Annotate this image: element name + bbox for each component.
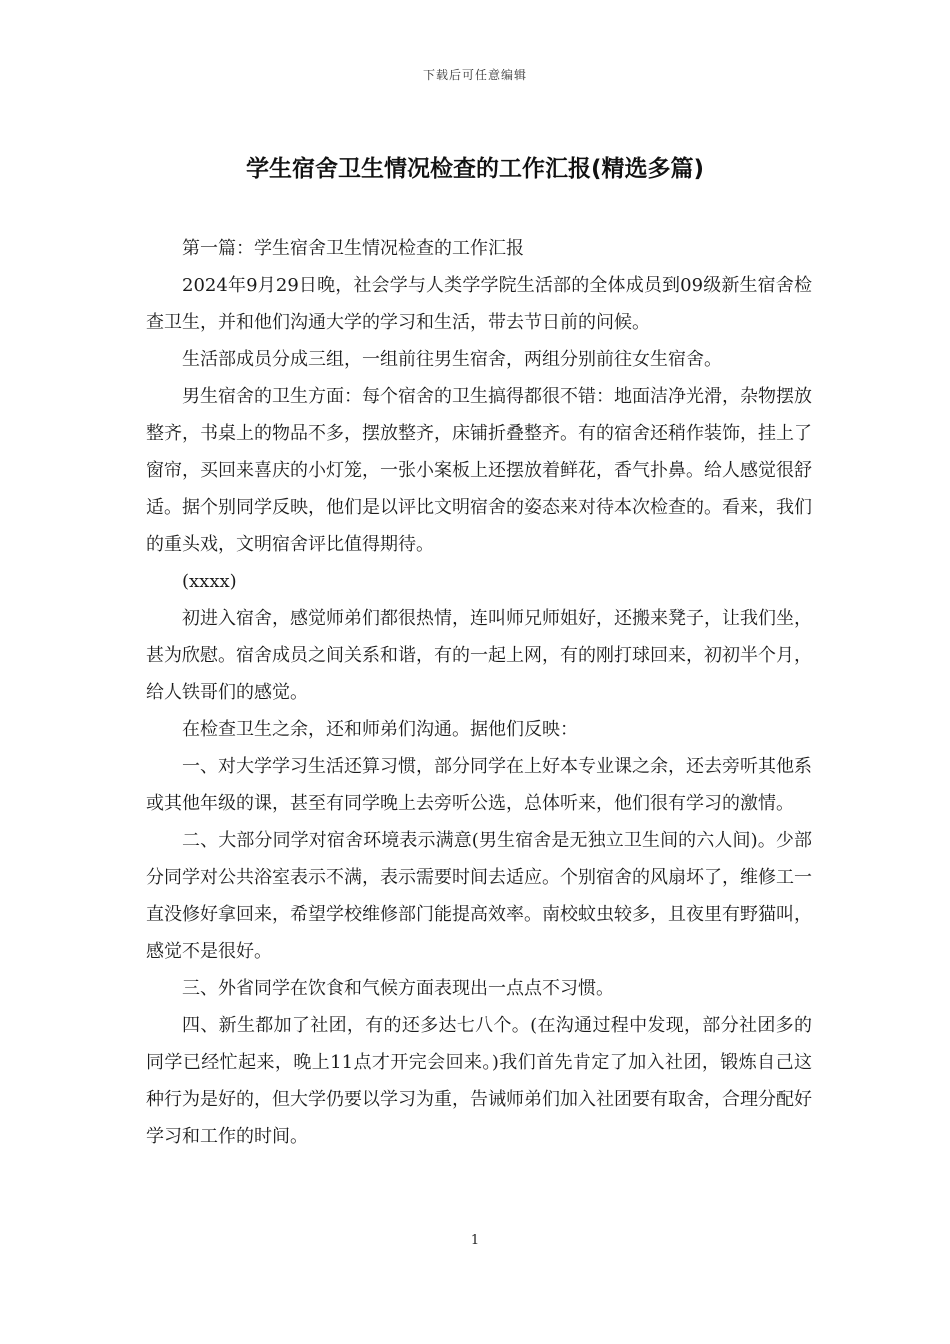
paragraph: 2024年9月29日晚，社会学与人类学学院生活部的全体成员到09级新生宿舍检查卫生，并和他们沟通大学的学习和生活，带去节日前的问候。 [146,275,812,333]
paragraph-section-heading: 第一篇：学生宿舍卫生情况检查的工作汇报 [182,238,524,259]
paragraph: 二、大部分同学对宿舍环境表示满意(男生宿舍是无独立卫生间的六人间)。少部分同学对公共浴室表示不满，表示需要时间去适应。个别宿舍的风扇坏了，维修工一直没修好拿回来，希望学校维修部门能提高效率。南校蚊虫较多，且夜里有野猫叫，感觉不是很好。 [146,830,812,962]
paragraph: 初进入宿舍，感觉师弟们都很热情，连叫师兄师姐好，还搬来凳子，让我们坐，甚为欣慰。宿舍成员之间关系和谐，有的一起上网，有的刚打球回来，初初半个月，给人铁哥们的感觉。 [146,608,812,703]
paragraph: 四、新生都加了社团，有的还多达七八个。(在沟通过程中发现，部分社团多的同学已经忙起来，晚上11点才开完会回来。)我们首先肯定了加入社团，锻炼自己这种行为是好的，但大学仍要以学习为重，告诫师弟们加入社团要有取舍，合理分配好学习和工作的时间。 [146,1015,812,1147]
paragraph: 生活部成员分成三组，一组前往男生宿舍，两组分别前往女生宿舍。 [182,349,722,370]
paragraph: 在检查卫生之余，还和师弟们沟通。据他们反映： [182,719,578,740]
paragraph: 三、外省同学在饮食和气候方面表现出一点点不习惯。 [182,978,614,999]
document-body [146,230,812,1155]
document-title: 学生宿舍卫生情况检查的工作汇报(精选多篇) [245,156,705,182]
paragraph: (xxxx) [182,571,237,592]
page-number: 1 [470,1233,480,1248]
paragraph: 男生宿舍的卫生方面：每个宿舍的卫生搞得都很不错：地面洁净光滑，杂物摆放整齐，书桌上的物品不多，摆放整齐，床铺折叠整齐。有的宿舍还稍作装饰，挂上了窗帘，买回来喜庆的小灯笼，一张小案板上还摆放着鲜花，香气扑鼻。给人感觉很舒适。据个别同学反映，他们是以评比文明宿舍的姿态来对待本次检查的。看来，我们的重头戏，文明宿舍评比值得期待。 [146,386,812,555]
header-note: 下载后可任意编辑 [422,68,527,82]
paragraph: 一、对大学学习生活还算习惯，部分同学在上好本专业课之余，还去旁听其他系或其他年级的课，甚至有同学晚上去旁听公选，总体听来，他们很有学习的激情。 [146,756,812,814]
